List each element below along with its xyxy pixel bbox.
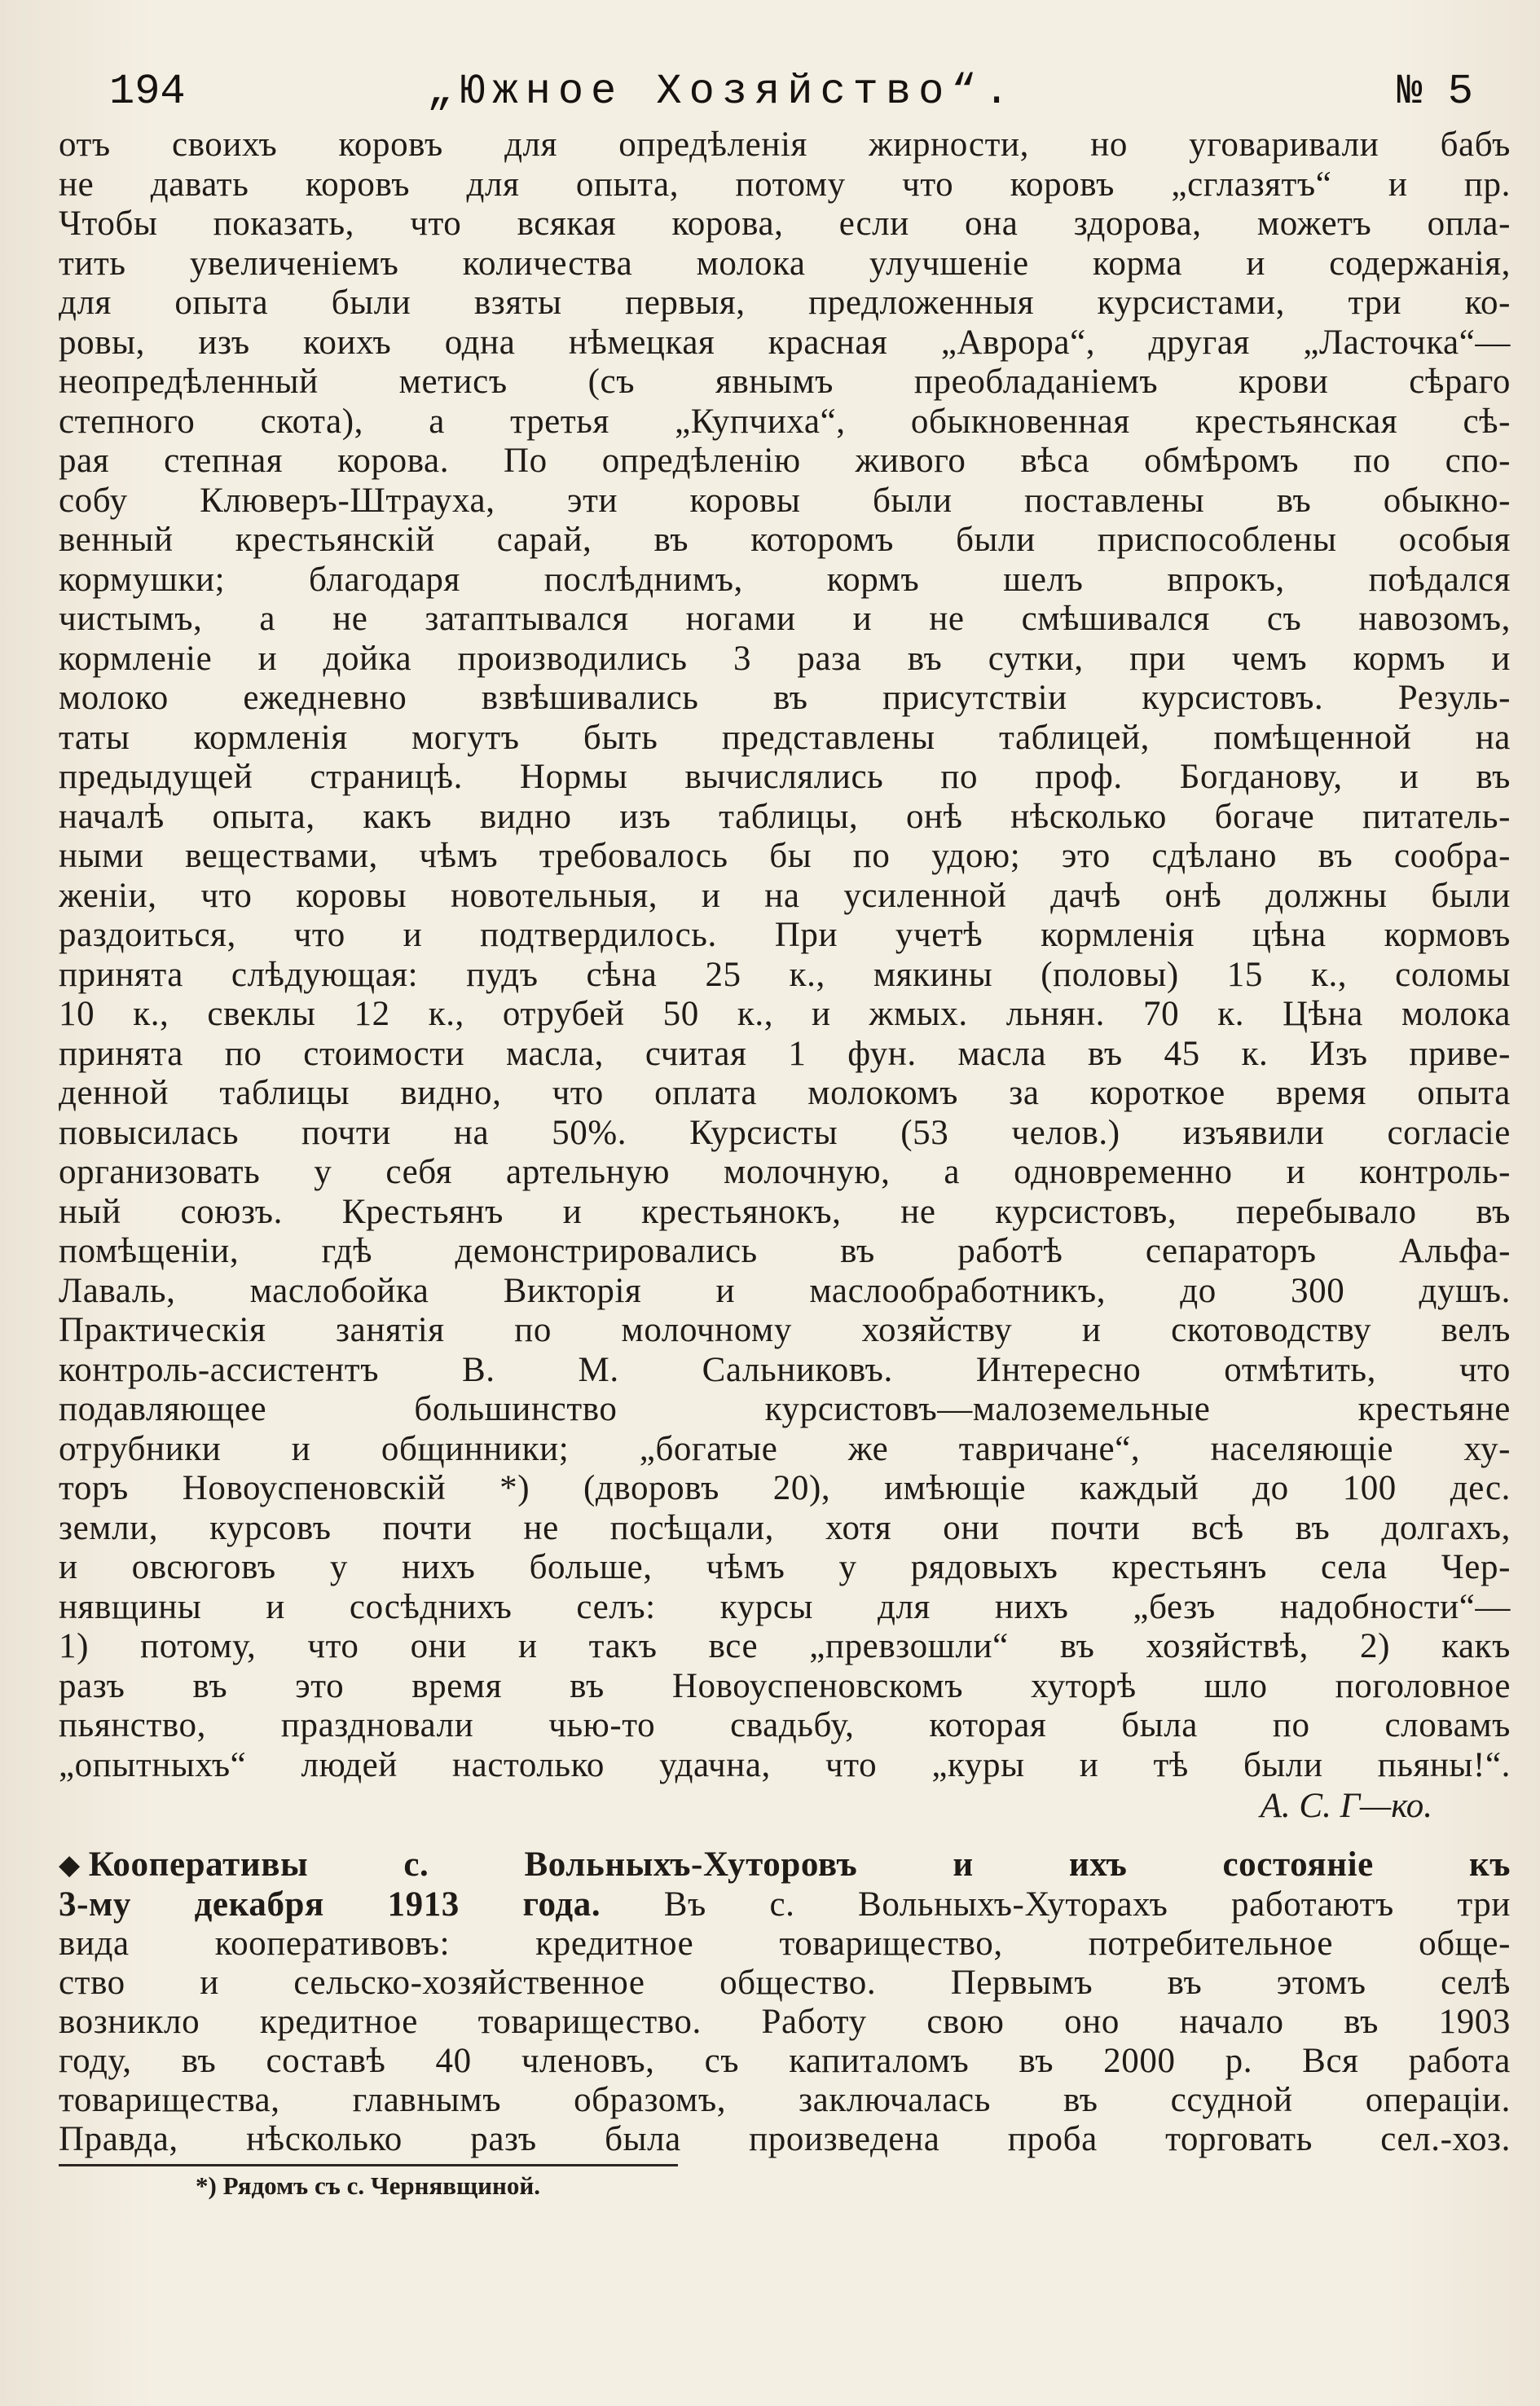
article-cooperatives: [59, 1845, 1511, 2159]
text-line: 1) потому, что они и такъ все „превзошли“ въ хозяйствѣ, 2) какъ: [59, 1627, 1511, 1665]
page-number: 194: [109, 68, 186, 116]
text-line: женіи, что коровы новотельныя, и на усиленной дачѣ онѣ должны были: [59, 876, 1511, 915]
text-line: для опыта были взяты первыя, предложенныя курсистами, три ко-: [59, 284, 1511, 322]
text-line: Чтобы показать, что всякая корова, если она здорова, можетъ опла-: [59, 205, 1511, 243]
text-line: нявщины и сосѣднихъ селъ: курсы для нихъ „безъ надобности“—: [59, 1587, 1511, 1626]
text-line: денной таблицы видно, что оплата молокомъ за короткое время опыта: [59, 1074, 1511, 1112]
text-line: Лаваль, маслобойка Викторія и маслообработникъ, до 300 душъ.: [59, 1271, 1511, 1310]
text-line: подавляющее большинство курсистовъ—малоземельные крестьяне: [59, 1390, 1511, 1428]
text-line: году, въ составѣ 40 членовъ, съ капиталомъ въ 2000 р. Вся работа: [59, 2042, 1511, 2080]
footnote: *) Рядомъ съ с. Чернявщиной.: [196, 2171, 540, 2200]
text-line: раздоиться, что и подтвердилось. При учетѣ кормленія цѣна кормовъ: [59, 916, 1511, 954]
text-line: „опытныхъ“ людей настолько удачна, что „куры и тѣ были пьяны!“.: [59, 1745, 1511, 1784]
text-line: торъ Новоуспеновскій *) (дворовъ 20), имѣющіе каждый до 100 дес.: [59, 1469, 1511, 1507]
text-line: кормушки; благодаря послѣднимъ, кормъ шелъ впрокъ, поѣдался: [59, 560, 1511, 599]
text-line: и овсюговъ у нихъ больше, чѣмъ у рядовыхъ крестьянъ села Чер-: [59, 1548, 1511, 1586]
text-line: вида кооперативовъ: кредитное товарищество, потребительное обще-: [59, 1924, 1511, 1963]
text-line: принята слѣдующая: пудъ сѣна 25 к., мякины (половы) 15 к., соломы: [59, 955, 1511, 994]
text-line: ровы, изъ коихъ одна нѣмецкая красная „Аврора“, другая „Ласточка“—: [59, 323, 1511, 362]
text-line: ный союзъ. Крестьянъ и крестьянокъ, не курсистовъ, перебывало въ: [59, 1192, 1511, 1231]
text-line: рая степная корова. По опредѣленію живого вѣса обмѣромъ по спо-: [59, 442, 1511, 480]
diamond-ornament-icon: ◆: [59, 1850, 81, 1880]
text-line: кормленіе и дойка производились 3 раза въ сутки, при чемъ кормъ и: [59, 639, 1511, 678]
text-line: молоко ежедневно взвѣшивались въ присутствіи курсистовъ. Резуль-: [59, 679, 1511, 717]
text-line: Правда, нѣсколько разъ была произведена проба торговать сел.-хоз.: [59, 2120, 1511, 2158]
text-line: таты кормленія могутъ быть представлены таблицей, помѣщенной на: [59, 718, 1511, 757]
text-line: началѣ опыта, какъ видно изъ таблицы, онѣ нѣсколько богаче питатель-: [59, 797, 1511, 836]
text-fragment: Въ с. Вольныхъ-Хуторахъ работаютъ три: [663, 1885, 1511, 1924]
text-line: возникло кредитное товарищество. Работу свою оно начало въ 1903: [59, 2003, 1511, 2041]
text-line: разъ въ это время въ Новоуспеновскомъ хуторѣ шло поголовное: [59, 1666, 1511, 1705]
text-line: организовать у себя артельную молочную, а одновременно и контроль-: [59, 1153, 1511, 1191]
footnote-divider: [59, 2164, 678, 2166]
text-line: чистымъ, а не затаптывался ногами и не смѣшивался съ навозомъ,: [59, 600, 1511, 638]
section-heading-part2: 3-му декабря 1913 года.: [59, 1885, 601, 1924]
issue-number: № 5: [1397, 68, 1473, 116]
text-line: степного скота), а третья „Купчиха“, обыкновенная крестьянская сѣ-: [59, 402, 1511, 441]
text-line: контроль-ассистентъ В. М. Сальниковъ. Интересно отмѣтить, что: [59, 1350, 1511, 1389]
text-line: венный крестьянскій сарай, въ которомъ были приспособлены особыя: [59, 521, 1511, 559]
journal-title: „Южное Хозяйство“.: [427, 68, 1017, 116]
text-line: земли, курсовъ почти не посѣщали, хотя они почти всѣ въ долгахъ,: [59, 1508, 1511, 1547]
text-line: отрубники и общинники; „богатые же тавричане“, населяющіе ху-: [59, 1429, 1511, 1468]
text-line: ство и сельско-хозяйственное общество. Первымъ въ этомъ селѣ: [59, 1964, 1511, 2002]
text-line: не давать коровъ для опыта, потому что коровъ „сглазятъ“ и пр.: [59, 165, 1511, 204]
text-line: товарищества, главнымъ образомъ, заключалась въ ссудной операціи.: [59, 2081, 1511, 2119]
text-line: неопредѣленный метисъ (съ явнымъ преобладаніемъ крови сѣраго: [59, 363, 1511, 401]
text-line: принята по стоимости масла, считая 1 фун. масла въ 45 к. Изъ приве-: [59, 1034, 1511, 1073]
text-line: 10 к., свеклы 12 к., отрубей 50 к., и жмых. льнян. 70 к. Цѣна молока: [59, 995, 1511, 1033]
text-line: повысилась почти на 50%. Курсисты (53 челов.) изъявили согласіе: [59, 1113, 1511, 1152]
text-line: предыдущей страницѣ. Нормы вычислялись по проф. Богданову, и въ: [59, 758, 1511, 796]
text-line: ными веществами, чѣмъ требовалось бы по удою; это сдѣлано въ сообра-: [59, 837, 1511, 875]
section-heading-line: [59, 1885, 1511, 1924]
text-line: собу Клюверъ-Штрауха, эти коровы были поставлены въ обыкно-: [59, 481, 1511, 520]
section-heading-line: [59, 1845, 1511, 1885]
text-line: помѣщеніи, гдѣ демонстрировались въ работѣ сепараторъ Альфа-: [59, 1232, 1511, 1270]
section-heading-part1: Кооперативы с. Вольныхъ-Хуторовъ и ихъ состояніе къ: [88, 1845, 1511, 1884]
text-line: тить увеличеніемъ количества молока улучшеніе корма и содержанія,: [59, 244, 1511, 283]
page-header: [59, 64, 1511, 121]
text-line: Практическія занятія по молочному хозяйству и скотоводству велъ: [59, 1311, 1511, 1349]
author-signature: А. С. Г—ко.: [1260, 1787, 1432, 1825]
article-cattle-experiment: [59, 125, 1511, 1785]
text-line: отъ своихъ коровъ для опредѣленія жирности, но уговаривали бабъ: [59, 125, 1511, 164]
text-line: пьянство, праздновали чью-то свадьбу, которая была по словамъ: [59, 1706, 1511, 1744]
